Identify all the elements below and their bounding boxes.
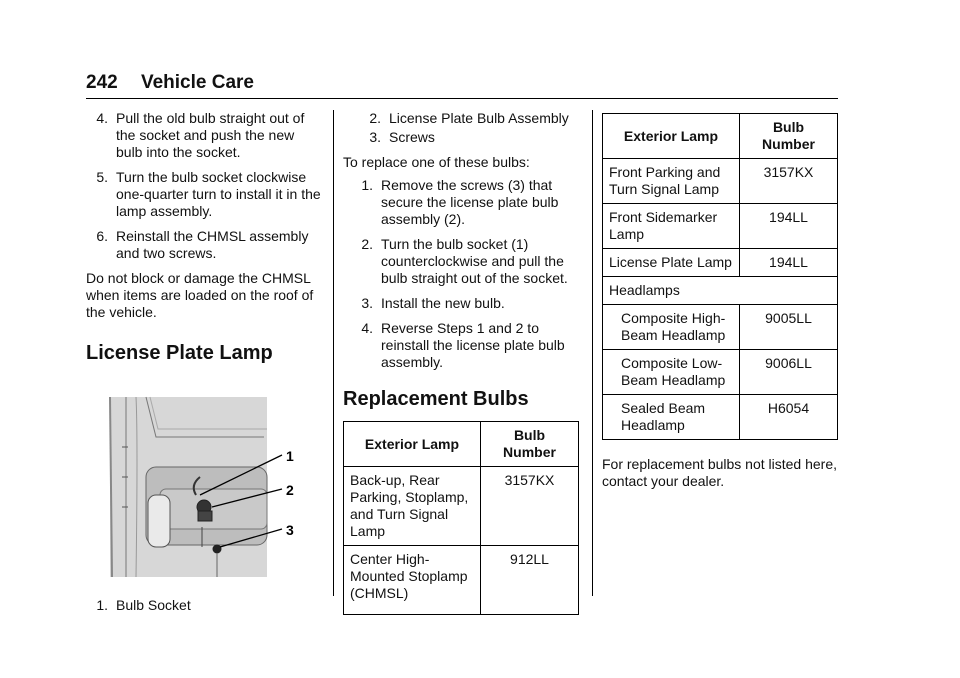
legend-item	[343, 110, 579, 127]
lamp-cell: Front Sidemarker Lamp	[603, 204, 740, 249]
bulb-cell: 194LL	[740, 204, 838, 249]
section-heading-license-plate-lamp: License Plate Lamp	[86, 342, 273, 364]
step-number: 2.	[361, 236, 373, 252]
page-number: 242	[86, 72, 118, 93]
column-3	[602, 113, 838, 490]
table-row	[344, 467, 579, 546]
list-item	[86, 228, 322, 262]
column-divider-1	[333, 110, 334, 596]
callout-1: 1	[286, 448, 294, 464]
table-row	[603, 350, 838, 395]
section-title: Vehicle Care	[140, 72, 255, 93]
step-text: Reverse Steps 1 and 2 to reinstall the license plate bulb assembly.	[381, 320, 565, 370]
table-row	[603, 159, 838, 204]
callout-3: 3	[286, 522, 294, 538]
step-text: Turn the bulb socket clockwise one-quarter turn to install it in the lamp assembly.	[116, 169, 321, 219]
list-item	[86, 110, 322, 161]
license-plate-lamp-illustration	[86, 377, 322, 587]
legend-item	[86, 597, 322, 614]
bulb-cell: 194LL	[740, 249, 838, 277]
column-1	[86, 110, 322, 622]
legend-item	[343, 129, 579, 146]
lamp-cell: Composite High-Beam Headlamp	[603, 305, 740, 350]
instructions-intro: To replace one of these bulbs:	[343, 154, 530, 170]
table-row	[344, 546, 579, 615]
legend-text: Screws	[389, 129, 435, 145]
step-number: 1.	[361, 177, 373, 193]
table-row	[603, 204, 838, 249]
bulb-cell: 912LL	[481, 546, 579, 615]
lamp-cell: Sealed Beam Headlamp	[603, 395, 740, 440]
step-text: Install the new bulb.	[381, 295, 505, 311]
bulb-cell: 3157KX	[481, 467, 579, 546]
table-row	[603, 395, 838, 440]
header-rule	[86, 98, 838, 99]
legend-number: 2.	[369, 110, 381, 126]
step-number: 5.	[96, 169, 108, 185]
page-header	[86, 72, 254, 94]
dealer-note: For replacement bulbs not listed here, contact your dealer.	[602, 456, 838, 489]
group-label-headlamps: Headlamps	[603, 277, 838, 305]
legend-number: 1.	[96, 597, 108, 613]
bulb-cell: H6054	[740, 395, 838, 440]
table-group-row	[603, 277, 838, 305]
lamp-cell: License Plate Lamp	[603, 249, 740, 277]
step-text: Pull the old bulb straight out of the socket and push the new bulb into the socket.	[116, 110, 305, 160]
header-exterior-lamp: Exterior Lamp	[344, 422, 481, 467]
chmsl-warning: Do not block or damage the CHMSL when items are loaded on the roof of the vehicle.	[86, 270, 314, 320]
legend-text: Bulb Socket	[116, 597, 191, 613]
lamp-cell: Front Parking and Turn Signal Lamp	[603, 159, 740, 204]
list-item	[343, 236, 579, 287]
section-heading-replacement-bulbs: Replacement Bulbs	[343, 388, 529, 410]
lamp-cell: Center High-Mounted Stoplamp (CHMSL)	[344, 546, 481, 615]
table-header-row	[344, 422, 579, 467]
step-text: Reinstall the CHMSL assembly and two screws.	[116, 228, 309, 261]
table-row	[603, 305, 838, 350]
step-number: 3.	[361, 295, 373, 311]
list-item	[343, 320, 579, 371]
legend-text: License Plate Bulb Assembly	[389, 110, 569, 126]
column-divider-2	[592, 110, 593, 596]
step-number: 4.	[361, 320, 373, 336]
table-row	[603, 249, 838, 277]
step-number: 6.	[96, 228, 108, 244]
header-exterior-lamp: Exterior Lamp	[603, 114, 740, 159]
bulb-table-2	[602, 113, 838, 440]
bulb-table-1	[343, 421, 579, 615]
list-item	[86, 169, 322, 220]
step-number: 4.	[96, 110, 108, 126]
header-bulb-number: Bulb Number	[481, 422, 579, 467]
legend-number: 3.	[369, 129, 381, 145]
list-item	[343, 295, 579, 312]
lamp-cell: Composite Low-Beam Headlamp	[603, 350, 740, 395]
callout-2: 2	[286, 482, 294, 498]
table-header-row	[603, 114, 838, 159]
header-bulb-number: Bulb Number	[740, 114, 838, 159]
column-2	[343, 110, 579, 615]
lamp-cell: Back-up, Rear Parking, Stoplamp, and Turn Signal Lamp	[344, 467, 481, 546]
bulb-cell: 9005LL	[740, 305, 838, 350]
step-text: Turn the bulb socket (1) counterclockwise and pull the bulb straight out of the socket.	[381, 236, 568, 286]
list-item	[343, 177, 579, 228]
step-text: Remove the screws (3) that secure the license plate bulb assembly (2).	[381, 177, 559, 227]
bulb-cell: 9006LL	[740, 350, 838, 395]
bulb-cell: 3157KX	[740, 159, 838, 204]
